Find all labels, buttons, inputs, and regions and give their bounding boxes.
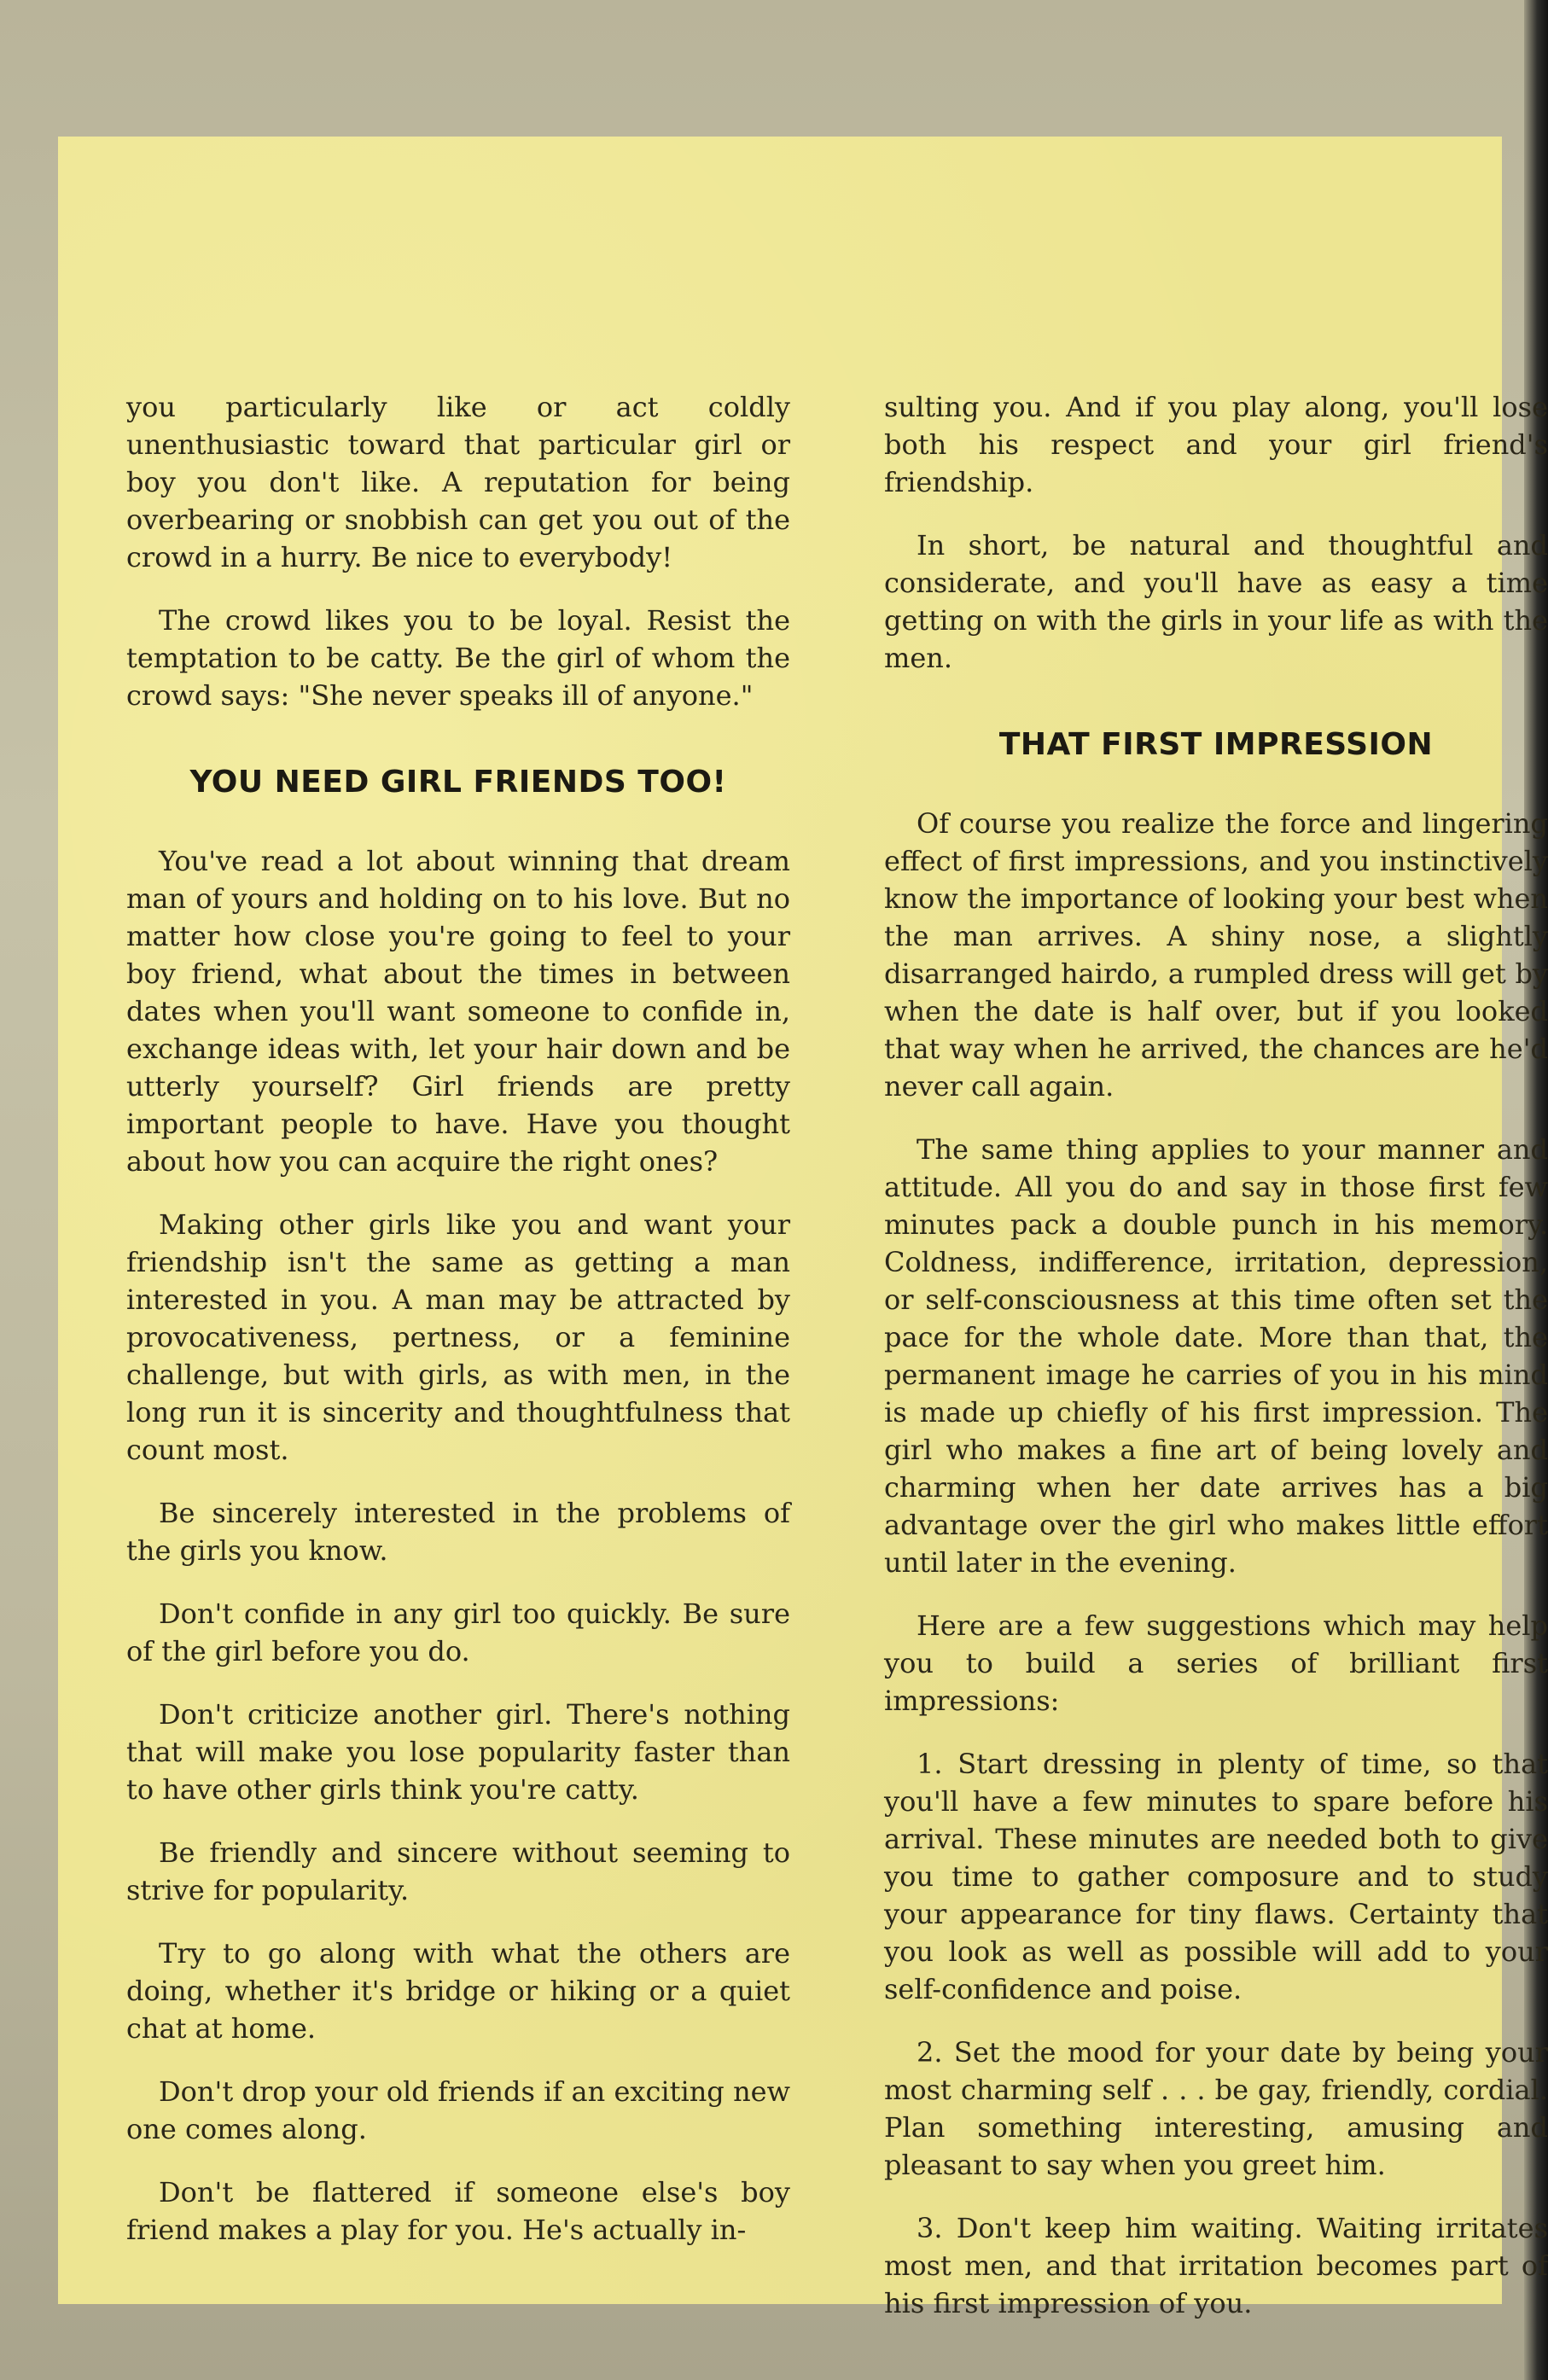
paragraph: Don't confide in any girl too quickly. Be sure of the girl before you do.	[126, 1597, 790, 1667]
list-item: 3. Don't keep him waiting. Waiting irritates most men, and that irritation becomes part of his first impression of you.	[884, 2212, 1548, 2319]
paragraph: Don't be flattered if someone else's boy friend makes a play for you. He's actually in-	[126, 2176, 790, 2246]
paragraph: You've read a lot about winning that dream man of yours and holding on to his love. But no matter how close you're going to feel to your boy friend, what about the times in between dates when you'll want someone to confide in, exchange ideas with, let your hair down and be utterly yourself? Girl friends are pretty important people to have. Have you thought about how you can acquire the right ones?	[126, 845, 790, 1178]
left-column	[126, 388, 790, 2274]
section-heading-girl-friends: YOU NEED GIRL FRIENDS TOO!	[189, 765, 727, 800]
section-heading-first-impression: THAT FIRST IMPRESSION	[998, 727, 1434, 762]
article-page	[58, 137, 1548, 2319]
paragraph: Be sincerely interested in the problems of the girls you know.	[126, 1497, 790, 1567]
list-item: 1. Start dressing in plenty of time, so that you'll have a few minutes to spare before his arrival. These minutes are needed both to give you time to gather composure and to study your appearance for tiny flaws. Certainty that you look as well as possible will add to your self-confidence and poise.	[884, 1748, 1548, 2005]
paragraph: Don't drop your old friends if an exciting new one comes along.	[126, 2075, 790, 2145]
paragraph: The same thing applies to your manner and attitude. All you do and say in those first few minutes pack a double punch in his memory. Coldness, indifference, irritation, depression, or self-consciousness at this time often set the pace for the whole date. More than that, the permanent image he carries of you in his mind is made up chiefly of his first impression. The girl who makes a fine art of being lovely and charming when her date arrives has a big advantage over the girl who makes little effort until later in the evening.	[884, 1133, 1548, 1579]
paragraph-continued: sulting you. And if you play along, you'll lose both his respect and your girl friend's friendship.	[884, 391, 1548, 498]
paragraph: Don't criticize another girl. There's nothing that will make you lose popularity faster than to have other girls think you're catty.	[126, 1698, 790, 1806]
paragraph-continued: you particularly like or act coldly unenthusiastic toward that particular girl or boy you don't like. A reputation for being overbearing or snobbish can get you out of the crowd in a hurry. Be nice to everybody!	[126, 391, 790, 573]
right-column	[884, 388, 1548, 2348]
paragraph: Of course you realize the force and lingering effect of first impressions, and you instinctively know the importance of looking your best when the man arrives. A shiny nose, a slightly disarranged hairdo, a rumpled dress will get by when the date is half over, but if you looked that way when he arrived, the chances are he'd never call again.	[884, 807, 1548, 1103]
paragraph: Try to go along with what the others are doing, whether it's bridge or hiking or a quiet chat at home.	[126, 1937, 790, 2045]
paragraph: In short, be natural and thoughtful and considerate, and you'll have as easy a time getting on with the girls in your life as with the men.	[884, 529, 1548, 674]
list-item: 2. Set the mood for your date by being your most charming self . . . be gay, friendly, cordial. Plan something interesting, amusing and pleasant to say when you greet him.	[884, 2036, 1548, 2181]
paragraph: Making other girls like you and want your friendship isn't the same as getting a man interested in you. A man may be attracted by provocativeness, pertness, or a feminine challenge, but with girls, as with men, in the long run it is sincerity and thoughtfulness that count most.	[126, 1208, 790, 1466]
paragraph: Here are a few suggestions which may help you to build a series of brilliant first impressions:	[884, 1609, 1548, 1717]
paragraph: Be friendly and sincere without seeming to strive for popularity.	[126, 1836, 790, 1906]
paragraph: The crowd likes you to be loyal. Resist the temptation to be catty. Be the girl of whom the crowd says: "She never speaks ill of anyone."	[126, 604, 790, 712]
